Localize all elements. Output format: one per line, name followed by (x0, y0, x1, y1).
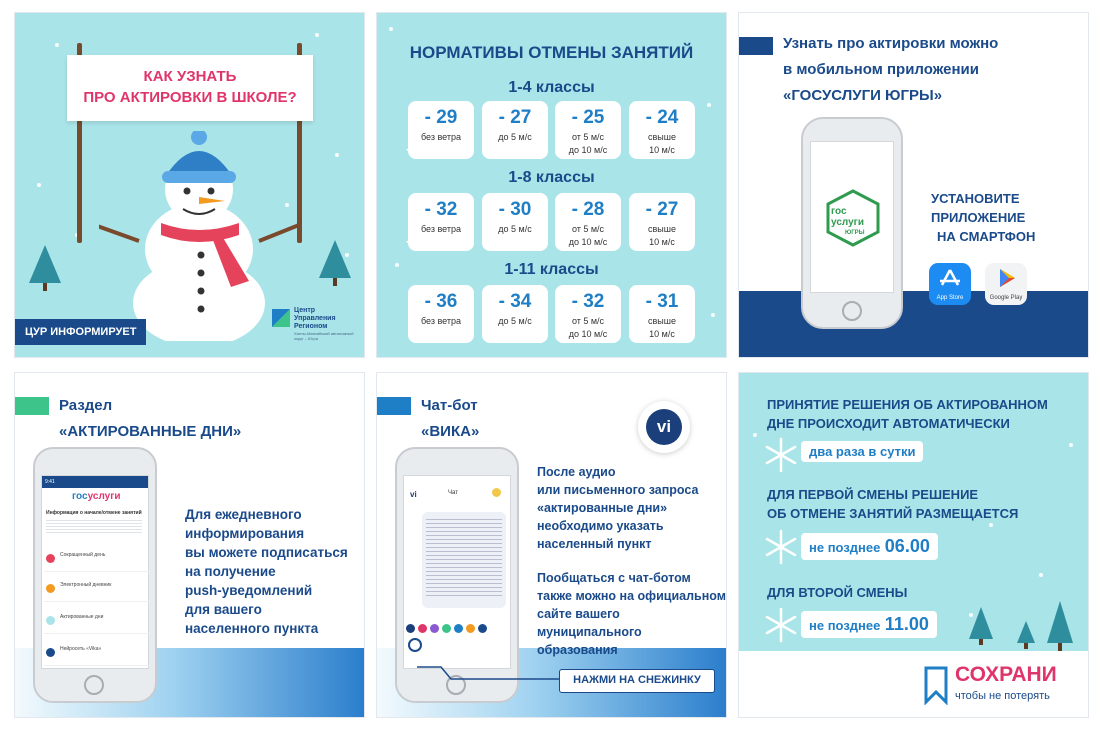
sign-line: КАК УЗНАТЬ (143, 68, 237, 85)
snowflake-highlight-circle (408, 638, 422, 652)
smartphone (33, 447, 157, 703)
card-chatbot (376, 372, 727, 718)
phone-menu-item[interactable] (44, 576, 150, 602)
temperature-value: - 24 (645, 107, 679, 128)
body-line: push-уведомлений (185, 583, 313, 598)
accent-flag (739, 37, 773, 55)
card-activated-days (14, 372, 365, 718)
menu-icon (46, 648, 55, 657)
snow-dot (315, 33, 319, 37)
chat-vi-label: vi (410, 490, 417, 499)
google-play-label: Google Play (989, 295, 1023, 301)
save-title: СОХРАНИ (955, 663, 1057, 686)
wind-label: свыше (648, 132, 676, 142)
phone-screen (403, 475, 511, 669)
wind-label: от 5 м/с (571, 224, 605, 234)
chatbot-instructions (537, 463, 726, 659)
heading-line: ДНЕ ПРОИСХОДИТ АВТОМАТИЧЕСКИ (767, 416, 1010, 431)
logo-text: ЮГРЫ (845, 230, 865, 236)
section-heading-line: Раздел (59, 397, 113, 414)
speech-tail (406, 149, 418, 156)
pointer-line (417, 663, 561, 683)
grade-label: 1-11 классы (504, 261, 599, 278)
phone-menu-item[interactable] (44, 608, 150, 634)
phone-header: Информация о начале/отмене занятий (46, 510, 142, 516)
speech-tail (406, 241, 418, 248)
temperature-row (408, 285, 695, 343)
chat-avatar (492, 488, 501, 497)
tree-icon (1015, 619, 1037, 649)
app-store-label: App Store (936, 295, 964, 301)
chatbot-heading-line: Чат-бот (421, 397, 478, 414)
wind-label: до 5 м/с (498, 316, 532, 326)
phone-menu-item[interactable] (44, 640, 150, 666)
temperature-cell (482, 193, 548, 251)
temperature-value: - 25 (571, 107, 605, 128)
body-line: для вашего (185, 602, 262, 617)
app-store-icon (929, 263, 971, 293)
tree-icon (25, 243, 65, 293)
press-snowflake-button[interactable]: НАЖМИ НА СНЕЖИНКУ (559, 669, 715, 693)
accent-flag (15, 397, 49, 415)
chatbot-heading (421, 393, 479, 445)
install-line: НА СМАРТФОН (937, 229, 1036, 244)
body-line: также можно на официальном (537, 589, 726, 603)
wind-label: свыше (648, 224, 676, 234)
wind-label: от 5 м/с (571, 316, 605, 326)
auto-decision-heading (767, 395, 1048, 433)
body-line: Пообщаться с чат-ботом (537, 571, 691, 585)
snow-dot (711, 313, 715, 317)
body-line: «актированные дни» (537, 501, 668, 515)
phone-screen (810, 141, 894, 293)
first-shift-time-pill (801, 533, 938, 560)
pill-prefix: не позднее (809, 618, 881, 633)
snow-dot (37, 183, 41, 187)
tree-icon (315, 238, 355, 288)
body-line: информирования (185, 526, 305, 541)
accent-flag (377, 397, 411, 415)
menu-label: Электронный дневник (60, 582, 112, 588)
section-heading-line: «АКТИРОВАННЫЕ ДНИ» (59, 423, 242, 440)
temperature-value: - 34 (498, 291, 532, 312)
temperature-cell (555, 193, 621, 251)
chat-action-icon[interactable] (454, 624, 463, 633)
first-shift-heading (767, 485, 1018, 523)
menu-label: Нейросеть «Vika» (60, 646, 102, 652)
wind-label: до 5 м/с (498, 224, 532, 234)
body-line: сайте вашего муниципального (537, 607, 642, 639)
temperature-value: - 27 (645, 199, 679, 220)
cur-informs-badge: ЦУР ИНФОРМИРУЕТ (15, 319, 146, 345)
app-heading-line: Узнать про актировки можно (783, 35, 999, 52)
body-line: Для ежедневного (185, 507, 302, 522)
logo-text: услуги (831, 217, 864, 228)
grade-label: 1-4 классы (508, 79, 595, 96)
vika-logo (638, 401, 690, 453)
wind-label: 10 м/с (649, 145, 675, 155)
gosuslugi-logo-icon (823, 188, 883, 248)
temperature-cell (629, 285, 695, 343)
snow-dot (1069, 443, 1073, 447)
subscribe-text (185, 505, 348, 638)
cur-logo (272, 305, 354, 345)
pill-time: 11.00 (884, 614, 929, 634)
heading-line: ДЛЯ ПЕРВОЙ СМЕНЫ РЕШЕНИЕ (767, 487, 979, 502)
bookmark-icon (923, 665, 949, 705)
temperature-value: - 32 (571, 291, 605, 312)
snowflake-icon (46, 616, 55, 625)
temperature-cell (482, 285, 548, 343)
pill-time: 06.00 (884, 536, 930, 556)
snow-dot (707, 103, 711, 107)
wind-label: до 10 м/с (568, 145, 608, 155)
wind-label: до 10 м/с (568, 329, 608, 339)
phone-gosuslugi-logo (72, 491, 121, 502)
chat-title: Чат (448, 490, 458, 496)
menu-icon (46, 554, 55, 563)
wind-label: до 5 м/с (498, 132, 532, 142)
wind-label: от 5 м/с (571, 132, 605, 142)
phone-text-lines (46, 518, 142, 534)
phone-menu-item[interactable] (44, 546, 150, 572)
snow-dot (1039, 573, 1043, 577)
app-heading-line: «ГОСУСЛУГИ ЮГРЫ» (783, 87, 943, 104)
snow-dot (55, 43, 59, 47)
phone-home-button (84, 675, 104, 695)
temperature-cell (629, 193, 695, 251)
wind-label: свыше (648, 316, 676, 326)
snowflake-icon[interactable] (406, 624, 415, 633)
temperature-value: - 30 (498, 199, 532, 220)
body-line: необходимо указать (537, 519, 664, 533)
temperature-value: - 29 (424, 107, 458, 128)
body-line: населенного пункта (185, 621, 319, 636)
smartphone (801, 117, 903, 329)
pill-prefix: не позднее (809, 540, 881, 555)
snowflake-icon (763, 529, 799, 565)
install-line: УСТАНОВИТЕ (931, 191, 1020, 206)
second-shift-heading: ДЛЯ ВТОРОЙ СМЕНЫ (767, 585, 908, 600)
temperature-value: - 28 (571, 199, 605, 220)
tree-icon (1045, 599, 1075, 651)
cur-logo-text: Центр Управления Регионом (294, 307, 336, 330)
snowflake-icon (763, 437, 799, 473)
logo-part: гос (72, 491, 88, 502)
temperature-value: - 31 (645, 291, 679, 312)
wind-label: 10 м/с (649, 329, 675, 339)
bottom-band (739, 291, 1089, 358)
temperature-value: - 27 (498, 107, 532, 128)
card-standards (376, 12, 727, 358)
google-play-button[interactable] (985, 263, 1027, 305)
twice-a-day-pill: два раза в сутки (801, 441, 923, 462)
menu-label: Сокращенный день (60, 552, 106, 558)
temperature-cell (629, 101, 695, 159)
temperature-value: - 32 (424, 199, 458, 220)
chat-action-icon[interactable] (466, 624, 475, 633)
temperature-row (408, 193, 695, 251)
tree-icon (967, 605, 995, 645)
card-snowman (14, 12, 365, 358)
temperature-cell (555, 101, 621, 159)
chatbot-heading-line: «ВИКА» (421, 423, 480, 440)
temperature-cell (555, 285, 621, 343)
card-gosuslugi-app (738, 12, 1089, 358)
wind-label: без ветра (420, 316, 461, 326)
phone-home-button (842, 301, 862, 321)
section-heading (59, 393, 241, 445)
menu-label: Актированные дни (60, 614, 104, 620)
chat-action-icon[interactable] (430, 624, 439, 633)
install-text (931, 189, 1035, 246)
sign-line: ПРО АКТИРОВКИ В ШКОЛЕ? (83, 89, 297, 106)
snowman-illustration (99, 131, 299, 341)
temperature-value: - 36 (424, 291, 458, 312)
cur-logo-icon (272, 309, 290, 327)
snowflake-icon (763, 607, 799, 643)
wind-label: до 10 м/с (568, 237, 608, 247)
google-play-icon (985, 263, 1027, 293)
logo-text: гос (831, 206, 847, 217)
heading-line: ПРИНЯТИЕ РЕШЕНИЯ ОБ АКТИРОВАННОМ (767, 397, 1048, 412)
card-decision-times (738, 372, 1089, 718)
chat-message-lines (426, 516, 502, 596)
chat-action-icon[interactable] (418, 624, 427, 633)
chat-message-bubble (422, 512, 506, 608)
snow-dot (335, 153, 339, 157)
second-shift-time-pill (801, 611, 937, 638)
heading-line: ОБ ОТМЕНЕ ЗАНЯТИЙ РАЗМЕЩАЕТСЯ (767, 506, 1019, 521)
chat-action-icons (406, 624, 510, 638)
phone-screen (41, 475, 149, 669)
snow-dot (389, 27, 393, 31)
app-store-button[interactable] (929, 263, 971, 305)
question-sign (67, 55, 313, 121)
body-line: вы можете подписаться (185, 545, 348, 560)
wind-label: без ветра (420, 224, 461, 234)
phone-status-bar: 9:41 (42, 476, 148, 488)
grade-label: 1-8 классы (508, 169, 595, 186)
chat-action-icon[interactable] (442, 624, 451, 633)
cur-logo-subtext: Ханты-Мансийский автономный округ – Югра (294, 331, 354, 341)
app-heading (783, 31, 998, 109)
body-line: на получение (185, 564, 276, 579)
body-line: образования (537, 643, 618, 657)
temperature-cell (482, 101, 548, 159)
chat-action-icon[interactable] (478, 624, 487, 633)
body-line: или письменного запроса (537, 483, 699, 497)
body-line: После аудио (537, 465, 616, 479)
menu-icon (46, 584, 55, 593)
wind-label: 10 м/с (649, 237, 675, 247)
wind-label: без ветра (420, 132, 461, 142)
temperature-row (408, 101, 695, 159)
snow-dot (753, 433, 757, 437)
logo-part: услуги (87, 491, 121, 502)
app-heading-line: в мобильном приложении (783, 61, 979, 78)
standards-title: НОРМАТИВЫ ОТМЕНЫ ЗАНЯТИЙ (409, 43, 694, 62)
save-subtitle: чтобы не потерять (955, 690, 1050, 702)
body-line: населенный пункт (537, 537, 652, 551)
temperature-cell (408, 285, 474, 343)
vika-logo-text: vi (646, 409, 682, 445)
snow-dot (989, 523, 993, 527)
install-line: ПРИЛОЖЕНИЕ (931, 210, 1026, 225)
